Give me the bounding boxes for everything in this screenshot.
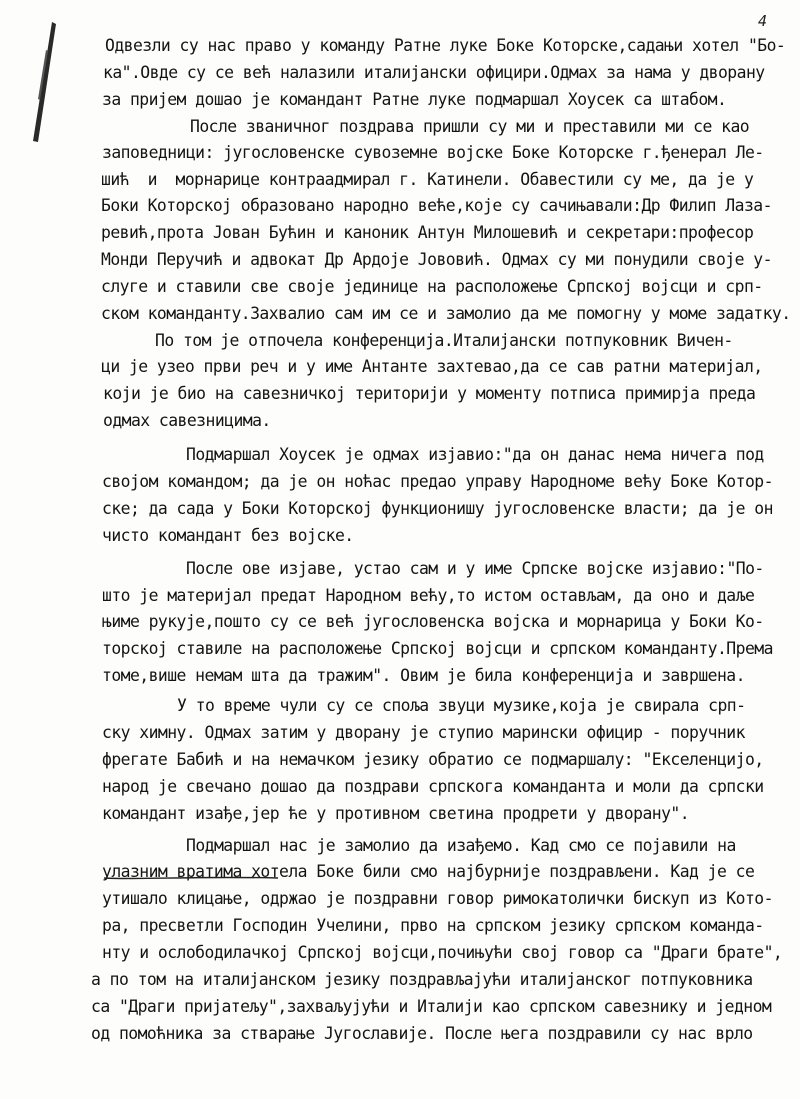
body-line: Монди Перучић и адвокат Др Ардоје Јововић. Одмах су ми понудили своје у- [101, 250, 772, 269]
body-line: слуге и ставили све своје јединице на расположење Српској војсци и срп- [101, 277, 763, 296]
body-line: народ је свечано дошао да поздрави српскога команданта и моли да српски [102, 777, 764, 796]
body-line: нту и ослободилачкој Српској војсци,почињући свој говор са "Драги брате", [102, 943, 783, 962]
body-line: командант изађе,јер ће у противном светина продрети у дворану". [102, 804, 690, 823]
body-line: Одвезли су нас право у команду Ратне луке Боке Которске,садањи хотел "Бо- [105, 36, 786, 55]
body-line: После ове изјаве, устао сам и у име Српске војске изјавио:"По- [186, 559, 764, 578]
body-line: шић и морнарице контраадмирал г. Катинели. Обавестили су ме, да је у [101, 170, 754, 189]
body-line: чисто командант без војске. [102, 526, 354, 545]
body-line: По том је отпочела конференција.Италијански потпуковник Вичен- [155, 331, 733, 350]
page-number: 4 [758, 12, 768, 30]
body-line: који је био на савезничкој територији у моменту потписа примирја преда [103, 384, 756, 403]
body-line: што је материјал предат Народном већу,то истом остављам, да оно и даље [102, 586, 755, 605]
body-line: Подмаршал Хоусек је одмах изјавио:"да он данас нема ничега под [186, 445, 764, 464]
body-line: У то време чули су се споља звуци музике,која је свирала срп- [177, 696, 746, 715]
body-line: утишало клицање, одржао је поздравни говор римокатолички бискуп из Кото- [102, 889, 773, 908]
body-line: ревић,прота Јован Бућин и каноник Антун Милошевић и секретари:професор [101, 223, 754, 242]
body-line: заповедници: југословенске сувоземне војске Боке Которске г.ђенерал Ле- [102, 143, 764, 162]
body-line: њиме рукује,пошто су се већ југословенска војска и морнарица у Боки Ко- [102, 612, 764, 631]
handwritten-underline [102, 875, 280, 881]
body-line: за пријем дошао је командант Ратне луке подмаршал Хоусек са штабом. [102, 90, 727, 109]
body-line: Боки Которској образовано народно веће,које су сачињавали:Др Филип Лаза- [101, 196, 772, 215]
body-line: одмах савезницима. [103, 411, 271, 430]
body-line: ци је узео први реч и у име Антанте захтевао,да се сав ратни материјал, [101, 357, 763, 376]
body-line: улазним вратима хотела Боке били смо најбурније поздрављени. Кад је се [102, 862, 755, 881]
body-line: ском команданту.Захвалио сам им се и замолио да ме помогну у моме задатку. [101, 304, 791, 323]
body-line: фрегате Бабић и на немачком језику обратио се подмаршалу: "Екселенцијо, [102, 750, 764, 769]
body-line: од помоћника за стварање Југославије. После њега поздравили су нас врло [91, 1024, 753, 1043]
body-line: После званичног поздрава пришли су ми и преставили ми се као [190, 117, 750, 136]
body-line: својом командом; да је он ноћас предао управу Народноме већу Боке Котор- [102, 472, 773, 491]
body-line: Подмаршал нас је замолио да изађемо. Кад смо се појавили на [186, 836, 736, 855]
body-line: а по том на италијанском језику поздрављајући италијанског потпуковника [91, 970, 753, 989]
body-line: са "Драги пријатељу",захваљујући и Италији као српском савезнику и једном [91, 997, 772, 1016]
body-line: ску химну. Одмах затим у дворану је ступио марински официр - поручник [102, 723, 745, 742]
body-line: ске; да сада у Боки Которској функционишу југословенске власти; да је он [102, 499, 773, 518]
body-line: томе,више немам шта да тражим". Овим је била конференција и завршена. [102, 666, 745, 685]
body-line: торској ставиле на расположење Српској војсци и српском команданту.Према [102, 639, 773, 658]
body-line: ка".Овде су се већ налазили италијански официри.Одмах за нама у дворану [103, 63, 765, 82]
body-line: ра, пресветли Господин Учелини, прво на српском језику српском команда- [102, 916, 764, 935]
